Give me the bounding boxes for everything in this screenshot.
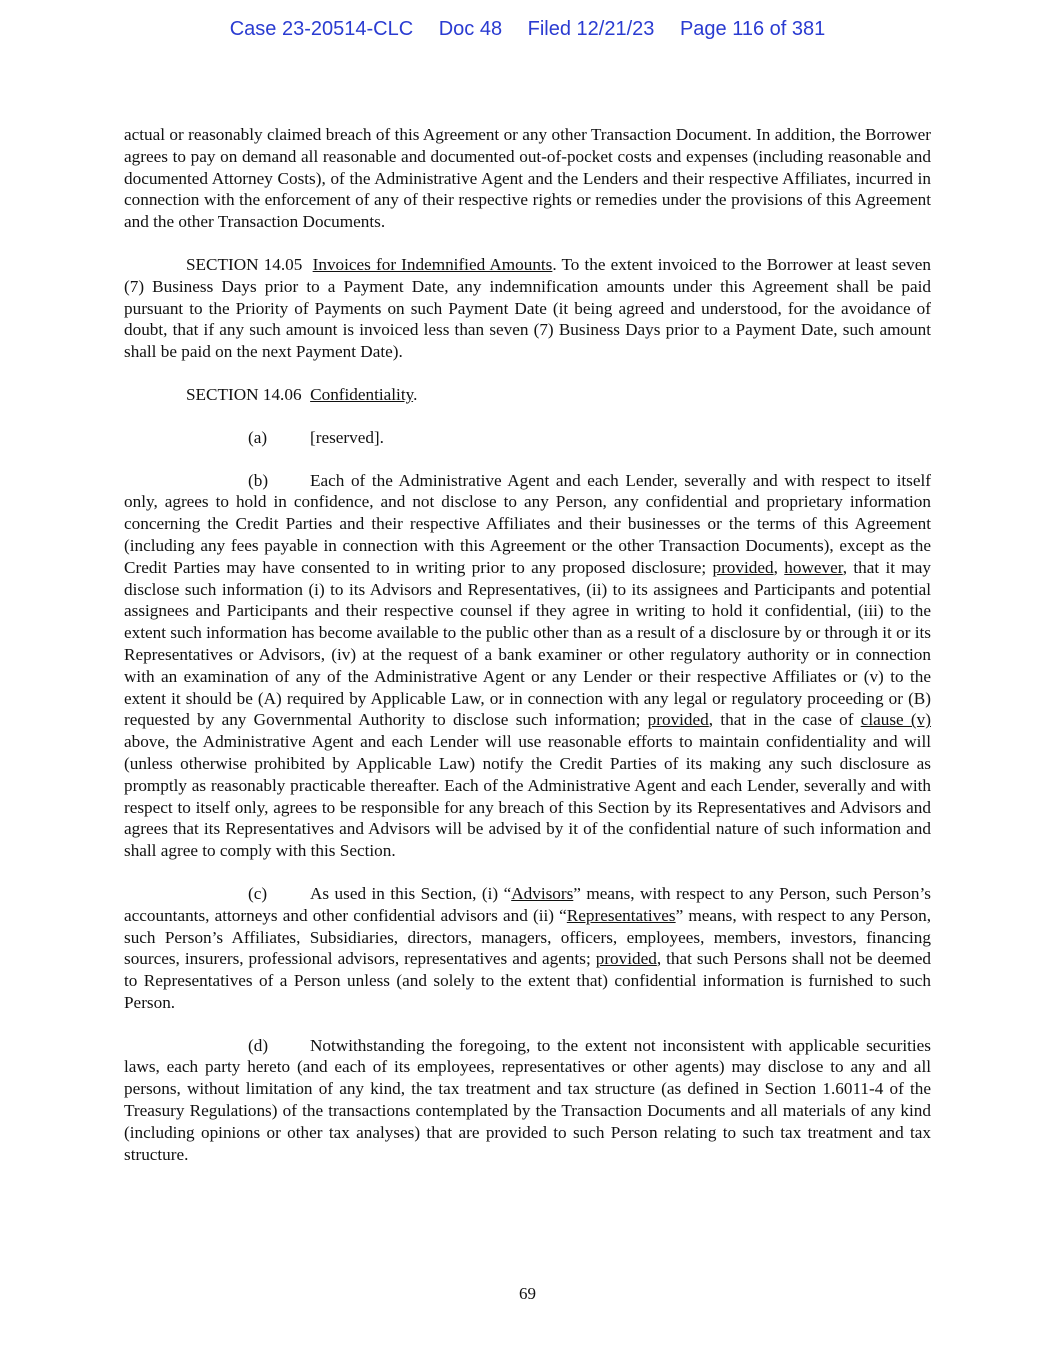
clause-label: (c) (248, 883, 268, 903)
clause-c (124, 883, 931, 1014)
clause-text: ” means, with respect to any Person, such Person’s Affiliates, Subsidiaries, directors, managers, officers, employees, members, investors, financing sources, insurers, professional advisors, representatives and agents; (124, 905, 932, 969)
case-number: Case 23-20514-CLC (229, 18, 414, 40)
clause-text: , that in the case of (708, 710, 861, 730)
section-14-06 (124, 384, 931, 406)
clause-label: (b) (248, 470, 269, 490)
underlined-term: clause (v) (860, 710, 931, 730)
paragraph-continuation: actual or reasonably claimed breach of this Agreement or any other Transaction Document. In addition, the Borrower agrees to pay on demand all reasonable and documented out-of-pocket costs and expenses (including reasonable and documented Attorney Costs), of the Administrative Agent and the Lenders and their respective Affiliates, incurred in connection with the enforcement of any of their respective rights or remedies under the provisions of this Agreement and the other Transaction Documents. (124, 125, 931, 232)
defined-term: Representatives (566, 905, 676, 925)
section-title: Confidentiality (310, 384, 414, 404)
filed-date: Filed 12/21/23 (527, 18, 655, 40)
clause-text: , that it may disclose such information (i) to its Advisors and Representatives, (ii) to its assignees and Participants and potential assignees and Participants and their respective counsel if they agree in writing to hold it confidential, (iii) to the extent such information has become available to the public other than as a result of a disclosure by or through it or its Representatives or Advisors, (iv) at the request of a bank examiner or other regulatory authority or in connection with an examination of any of the Administrative Agent or any Lender or their respective Affiliates or (v) to the extent it should be (A) required by Applicable Law, or in connection with any legal or regulatory proceeding or (B) requested by any Governmental Authority to disclose such information; (124, 557, 932, 730)
page-of-total: Page 116 of 381 (679, 18, 826, 40)
section-body: . To the extent invoiced to the Borrower at least seven (7) Business Days prior to a Payment Date, any indemnification amounts under this Agreement shall be paid pursuant to the Priority of Payments on such Payment Date (it being agreed and understood, for the avoidance of doubt, that if any such amount is invoiced less than seven (7) Business Days prior to a Payment Date, such amount shall be paid on the next Payment Date). (124, 254, 931, 362)
section-14-05 (124, 254, 931, 363)
clause-label: (a) (248, 427, 268, 447)
clause-text: ” means, with respect to any Person, such Person’s accountants, attorneys and other confidential advisors and (ii) “ (124, 883, 931, 925)
clause-text: Notwithstanding the foregoing, to the extent not inconsistent with applicable securities laws, each party hereto (and each of its employees, representatives or other agents) may disclose to any and all persons, without limitation of any kind, the tax treatment and tax structure (as defined in Section 1.6011-4 of the Treasury Regulations) of the transactions contemplated by the Transaction Documents and all materials of any kind (including opinions or other tax analyses) that are provided to such Person relating to such tax treatment and tax structure. (124, 1035, 931, 1164)
clause-b (124, 470, 931, 862)
underlined-term: however (784, 557, 843, 577)
clause-text: Each of the Administrative Agent and each Lender, severally and with respect to itself only, agrees to hold in confidence, and not disclose to any Person, any confidential and proprietary information concerning the Credit Parties and their respective Affiliates and their businesses or the terms of this Agreement (including any fees payable in connection with this Agreement or the other Transaction Documents), except as the Credit Parties may have consented to in writing prior to any proposed disclosure; (124, 470, 931, 577)
underlined-term: provided (595, 949, 657, 969)
court-filing-header (0, 18, 1055, 41)
section-number: SECTION 14.06 (186, 384, 302, 404)
clause-label: (d) (248, 1035, 269, 1055)
section-period: . (413, 384, 418, 404)
clause-d (124, 1035, 931, 1166)
section-title: Invoices for Indemnified Amounts (312, 254, 553, 274)
clause-text: [reserved]. (310, 427, 384, 447)
clause-text: , that such Persons shall not be deemed to Representatives of a Person unless (and solely to the extent that) confidential information is furnished to such Person. (124, 949, 931, 1012)
defined-term: Advisors (511, 883, 574, 903)
underlined-term: provided (647, 710, 709, 730)
clause-a (124, 427, 931, 449)
clause-text: , (773, 557, 785, 577)
page-number: 69 (519, 1284, 536, 1303)
section-number: SECTION 14.05 (186, 254, 303, 274)
clause-text: above, the Administrative Agent and each Lender will use reasonable efforts to maintain confidentiality and will (unless otherwise prohibited by Applicable Law) notify the Credit Parties of its making any such disclosure as promptly as reasonably practicable thereafter. Each of the Administrative Agent and each Lender, severally and with respect to itself only, agrees to be responsible for any breach of this Section by its Representatives and Advisors and agrees that its Representatives and Advisors will be advised by it of the confidential nature of such information and shall agree to comply with this Section. (124, 732, 931, 861)
underlined-term: provided (712, 557, 774, 577)
doc-number: Doc 48 (438, 18, 503, 40)
clause-text: As used in this Section, (i) “ (310, 883, 512, 903)
document-body (124, 124, 931, 1186)
